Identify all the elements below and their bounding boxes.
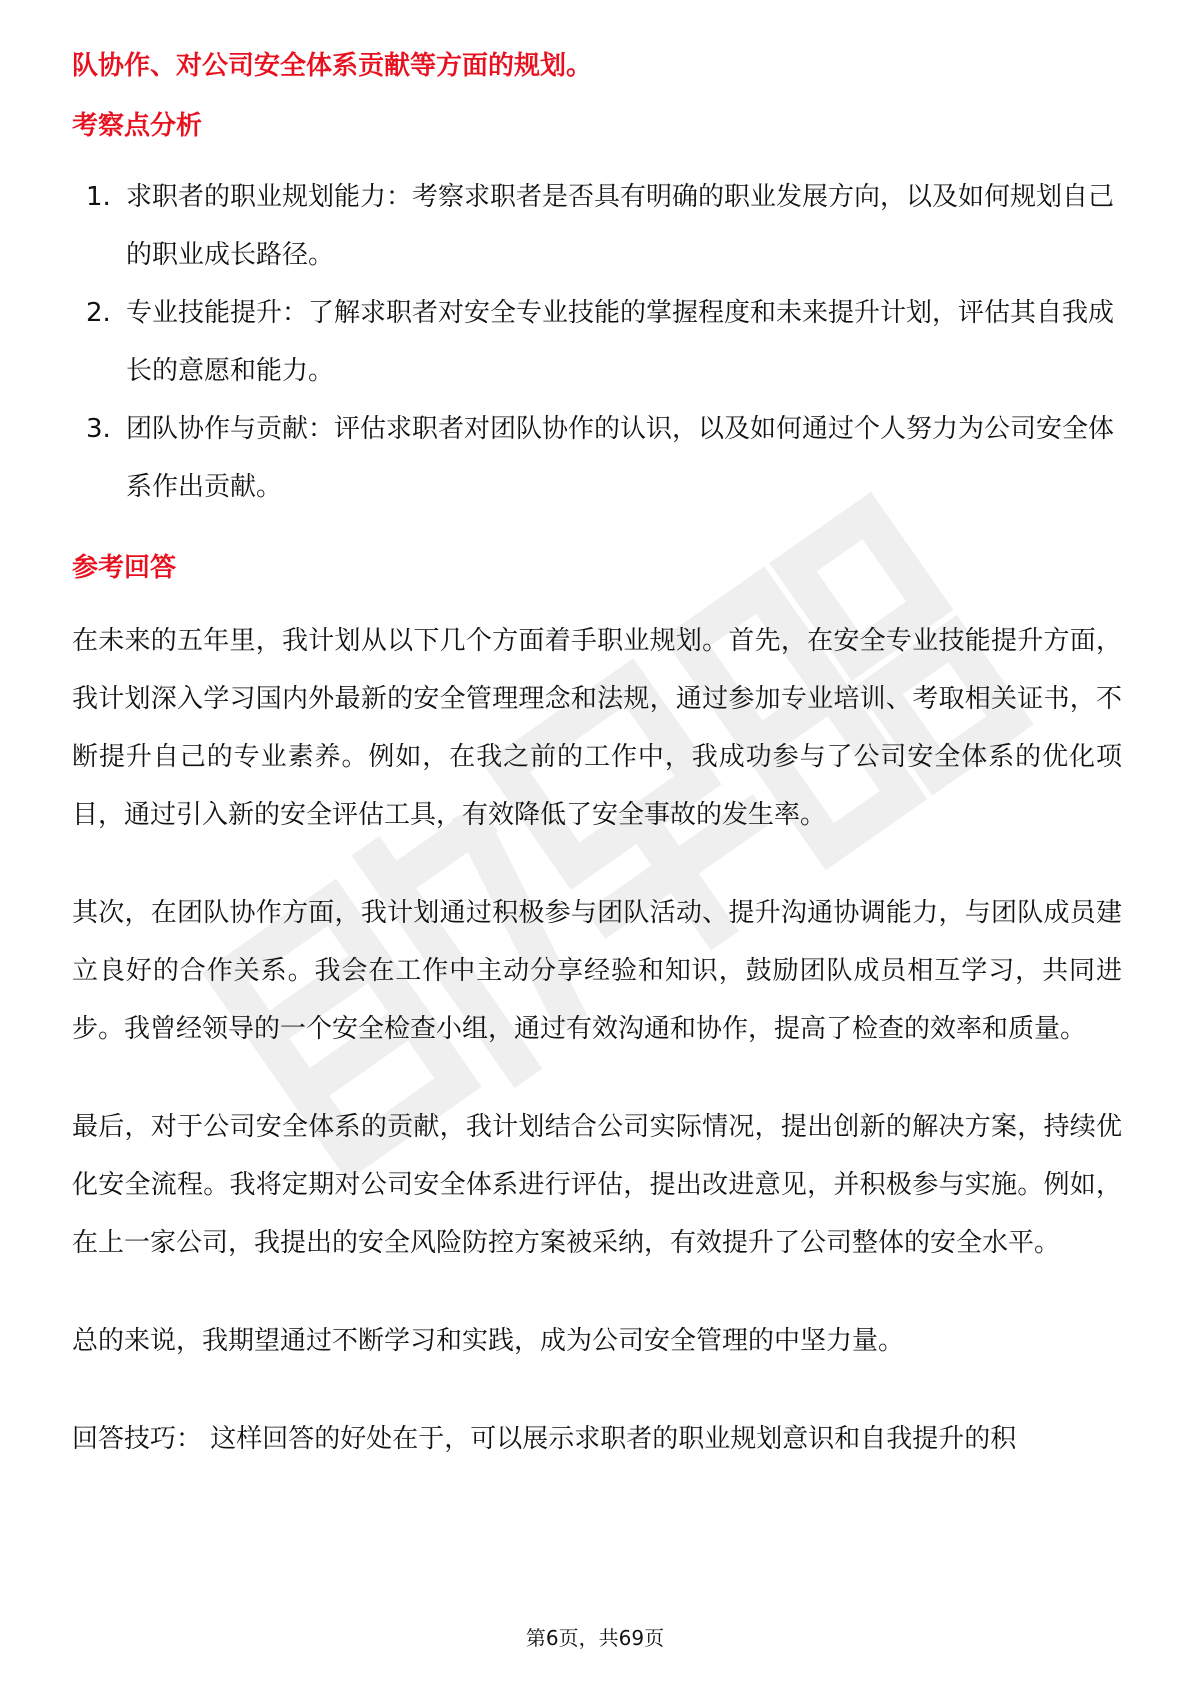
list-item-text: 专业技能提升：了解求职者对安全专业技能的掌握程度和未来提升计划，评估其自我成长的意愿和能力。	[126, 298, 1115, 386]
analysis-heading: 考察点分析	[72, 111, 203, 141]
answer-paragraph: 最后，对于公司安全体系的贡献，我计划结合公司实际情况，提出创新的解决方案，持续优化安全流程。我将定期对公司安全体系进行评估，提出改进意见，并积极参与实施。例如，在上一家公司，我提出的安全风险防控方案被采纳，有效提升了公司整体的安全水平。	[72, 1112, 1122, 1258]
list-item	[72, 284, 1122, 400]
list-item	[72, 400, 1122, 516]
answer-paragraph: 其次，在团队协作方面，我计划通过积极参与团队活动、提升沟通协调能力，与团队成员建立良好的合作关系。我会在工作中主动分享经验和知识，鼓励团队成员相互学习，共同进步。我曾经领导的一个安全检查小组，通过有效沟通和协作，提高了检查的效率和质量。	[72, 898, 1122, 1044]
list-item-number: 3.	[86, 414, 111, 444]
page-number: 第6页，共69页	[525, 1626, 665, 1650]
list-item-number: 2.	[86, 298, 111, 328]
answer-heading: 参考回答	[72, 553, 177, 583]
analysis-list	[72, 168, 1122, 516]
list-item-text: 团队协作与贡献：评估求职者对团队协作的认识，以及如何通过个人努力为公司安全体系作出贡献。	[126, 414, 1115, 502]
answer-paragraph: 在未来的五年里，我计划从以下几个方面着手职业规划。首先，在安全专业技能提升方面，我计划深入学习国内外最新的安全管理理念和法规，通过参加专业培训、考取相关证书，不断提升自己的专业素养。例如，在我之前的工作中，我成功参与了公司安全体系的优化项目，通过引入新的安全评估工具，有效降低了安全事故的发生率。	[72, 626, 1122, 830]
intro-line: 队协作、对公司安全体系贡献等方面的规划。	[72, 51, 593, 81]
list-item	[72, 168, 1122, 284]
list-item-number: 1.	[86, 182, 111, 212]
list-item-text: 求职者的职业规划能力：考察求职者是否具有明确的职业发展方向，以及如何规划自己的职业成长路径。	[126, 182, 1115, 270]
answer-tip: 回答技巧： 这样回答的好处在于，可以展示求职者的职业规划意识和自我提升的积	[72, 1424, 1017, 1454]
answer-paragraph: 总的来说，我期望通过不断学习和实践，成为公司安全管理的中坚力量。	[72, 1326, 905, 1356]
document-body	[72, 44, 1122, 1468]
